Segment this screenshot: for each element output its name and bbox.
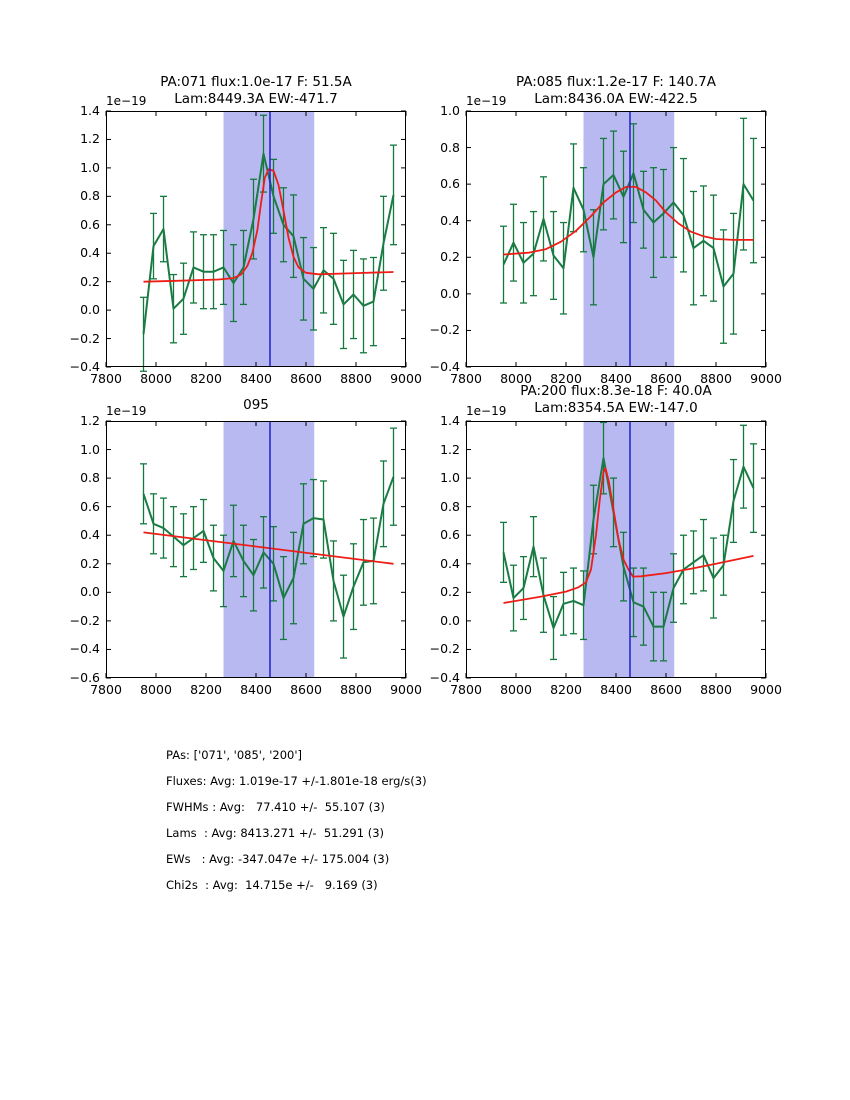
y-axis-tick-label: −0.2 [69,612,100,628]
x-axis-tick-label: 8800 [700,682,732,697]
subplot-pa071 [69,74,422,386]
y-axis-tick-label: 0.0 [80,302,100,318]
plot-title-line: Lam:8436.0A EW:-422.5 [534,91,698,107]
x-axis-tick-label: 9000 [390,371,422,386]
x-axis-tick-label: 7800 [450,682,482,697]
y-axis-tick-label: 0.4 [440,555,460,571]
y-axis-tick-label: 0.6 [80,498,100,514]
y-axis-tick-label: 1.0 [80,159,100,175]
y-axis-tick-label: 1.4 [440,413,460,428]
x-axis-tick-label: 8600 [290,682,322,697]
x-axis-tick-label: 8000 [140,682,172,697]
x-axis-tick-label: 8400 [600,682,632,697]
x-axis-tick-label: 8800 [700,371,732,386]
summary-line-lams: Lams : Avg: 8413.271 +/- 51.291 (3) [166,826,385,840]
x-axis-tick-label: 8600 [290,371,322,386]
y-axis-tick-label: 1.2 [440,441,460,457]
y-axis-tick-label: −0.6 [69,670,100,685]
x-axis-tick-label: 8200 [550,371,582,386]
summary-line-fluxes: Fluxes: Avg: 1.019e-17 +/-1.801e-18 erg/s(3) [166,774,427,788]
y-axis-tick-label: 1.0 [80,441,100,457]
y-axis-tick-label: −0.4 [429,670,460,685]
y-axis-tick-label: 1.0 [440,470,460,486]
y-axis-tick-label: 0.6 [80,216,100,232]
y-axis-tick-label: 0.2 [440,249,460,265]
summary-line-fwhms: FWHMs : Avg: 77.410 +/- 55.107 (3) [166,800,385,814]
y-axis-tick-label: 0.8 [80,470,100,486]
x-axis-tick-label: 8000 [140,371,172,386]
y-axis-tick-label: 1.2 [80,131,100,147]
x-axis-tick-label: 8400 [600,371,632,386]
x-axis-tick-label: 8200 [190,682,222,697]
summary-line-chi2s: Chi2s : Avg: 14.715e +/- 9.169 (3) [166,878,378,892]
x-axis-tick-label: 9000 [750,682,782,697]
plot-area [466,111,766,367]
plot-title-line: Lam:8354.5A EW:-147.0 [534,400,698,416]
plot-area [106,421,406,678]
y-axis-tick-label: −0.2 [69,330,100,346]
error-bar [500,522,507,582]
x-axis-tick-label: 8200 [190,371,222,386]
x-axis-tick-label: 7800 [90,682,122,697]
y-axis-tick-label: 0.4 [80,527,100,543]
y-axis-tick-label: 0.6 [440,527,460,543]
plot-title-line: 095 [243,397,269,413]
summary-text-block [166,742,427,898]
subplot-pa200 [429,383,782,697]
y-axis-tick-label: 0.8 [440,139,460,155]
x-axis-tick-label: 8000 [500,682,532,697]
plot-area [106,111,406,367]
y-axis-tick-label: 0.8 [440,498,460,514]
y-axis-tick-label: 0.4 [80,245,100,261]
x-axis-tick-label: 9000 [750,371,782,386]
plot-title-line: Lam:8449.3A EW:-471.7 [174,91,338,107]
y-axis-tick-label: 1.2 [80,413,100,428]
x-axis-tick-label: 7800 [90,371,122,386]
y-axis-tick-label: −0.2 [429,322,460,338]
plot-area [466,421,766,678]
shaded-band [584,111,675,367]
y-axis-tick-label: 0.2 [440,584,460,600]
x-axis-tick-label: 8200 [550,682,582,697]
y-axis-tick-label: −0.4 [69,641,100,657]
y-axis-tick-label: 0.2 [80,273,100,289]
shaded-band [224,111,315,367]
error-bar [390,428,397,525]
subplot-pa085 [429,74,782,386]
x-axis-tick-label: 9000 [390,682,422,697]
axis-offset-label: 1e−19 [466,404,507,418]
y-axis-tick-label: −0.4 [69,359,100,374]
subplot-095 [69,397,422,697]
y-axis-tick-label: 0.2 [80,555,100,571]
y-axis-tick-label: 0.6 [440,176,460,192]
plot-title-line: PA:071 flux:1.0e-17 F: 51.5A [160,74,352,90]
x-axis-tick-label: 8600 [650,371,682,386]
y-axis-tick-label: 0.0 [440,612,460,628]
y-axis-tick-label: 0.0 [440,285,460,301]
axis-offset-label: 1e−19 [106,404,147,418]
y-axis-tick-label: 0.0 [80,584,100,600]
x-axis-tick-label: 8400 [240,371,272,386]
y-axis-tick-label: 1.4 [80,103,100,118]
x-axis-tick-label: 8000 [500,371,532,386]
shaded-band [584,421,675,678]
axis-offset-label: 1e−19 [106,94,147,108]
plot-title-line: PA:085 flux:1.2e-17 F: 140.7A [515,74,717,90]
summary-line-pas: PAs: ['071', '085', '200'] [166,748,303,762]
plot-title-line: PA:200 flux:8.3e-18 F: 40.0A [520,383,712,399]
x-axis-tick-label: 8800 [340,371,372,386]
axis-offset-label: 1e−19 [466,94,507,108]
error-bar [750,138,757,262]
x-axis-tick-label: 8400 [240,682,272,697]
x-axis-tick-label: 7800 [450,371,482,386]
y-axis-tick-label: −0.4 [429,359,460,374]
y-axis-tick-label: 1.0 [440,103,460,118]
x-axis-tick-label: 8800 [340,682,372,697]
y-axis-tick-label: 0.8 [80,188,100,204]
y-axis-tick-label: −0.2 [429,641,460,657]
y-axis-tick-label: 0.4 [440,212,460,228]
error-bar [750,444,757,533]
summary-line-ews: EWs : Avg: -347.047e +/- 175.004 (3) [166,852,390,866]
x-axis-tick-label: 8600 [650,682,682,697]
